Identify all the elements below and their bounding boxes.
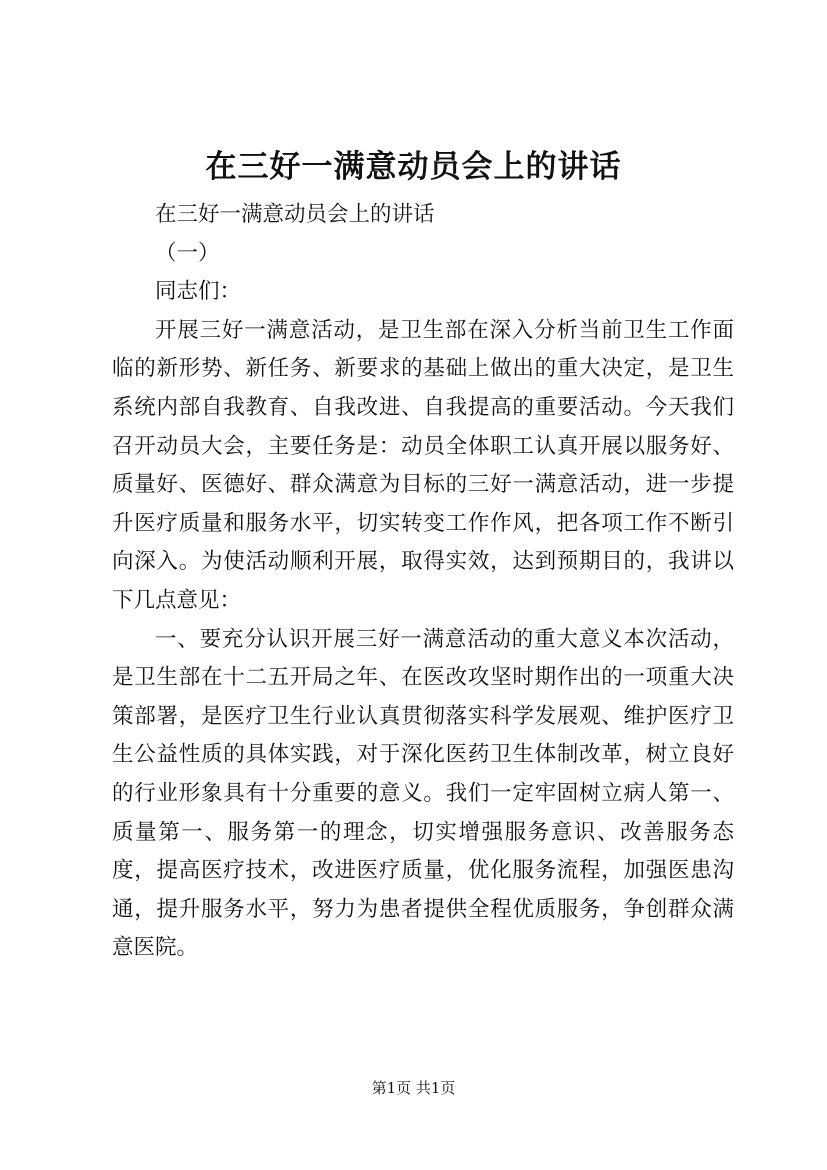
paragraph-2: 一、要充分认识开展三好一满意活动的重大意义本次活动，是卫生部在十二五开局之年、在医改攻坚时期作出的一项重大决策部署，是医疗卫生行业认真贯彻落实科学发展观、维护医疗卫生公益性质的具体实践，对于深化医药卫生体制改革，树立良好的行业形象具有十分重要的意义。我们一定牢固树立病人第一、质量第一、服务第一的理念，切实增强服务意识、改善服务态度，提高医疗技术，改进医疗质量，优化服务流程，加强医患沟通，提升服务水平，努力为患者提供全程优质服务，争创群众满意医院。 bbox=[112, 626, 734, 961]
document-body bbox=[112, 196, 734, 968]
document-title: 在三好一满意动员会上的讲话 bbox=[205, 149, 622, 185]
section-marker: （一） bbox=[155, 240, 220, 266]
paragraph-1: 开展三好一满意活动，是卫生部在深入分析当前卫生工作面临的新形势、新任务、新要求的基础上做出的重大决定，是卫生系统内部自我教育、自我改进、自我提高的重要活动。今天我们召开动员大会，主要任务是：动员全体职工认真开展以服务好、质量好、医德好、群众满意为目标的三好一满意活动，进一步提升医疗质量和服务水平，切实转变工作作风，把各项工作不断引向深入。为使活动顺利开展，取得实效，达到预期目的，我讲以下几点意见： bbox=[112, 317, 734, 613]
salutation: 同志们： bbox=[155, 279, 242, 305]
page-footer: 第1页 共1页 bbox=[371, 1079, 456, 1097]
subtitle-line: 在三好一满意动员会上的讲话 bbox=[155, 202, 435, 227]
